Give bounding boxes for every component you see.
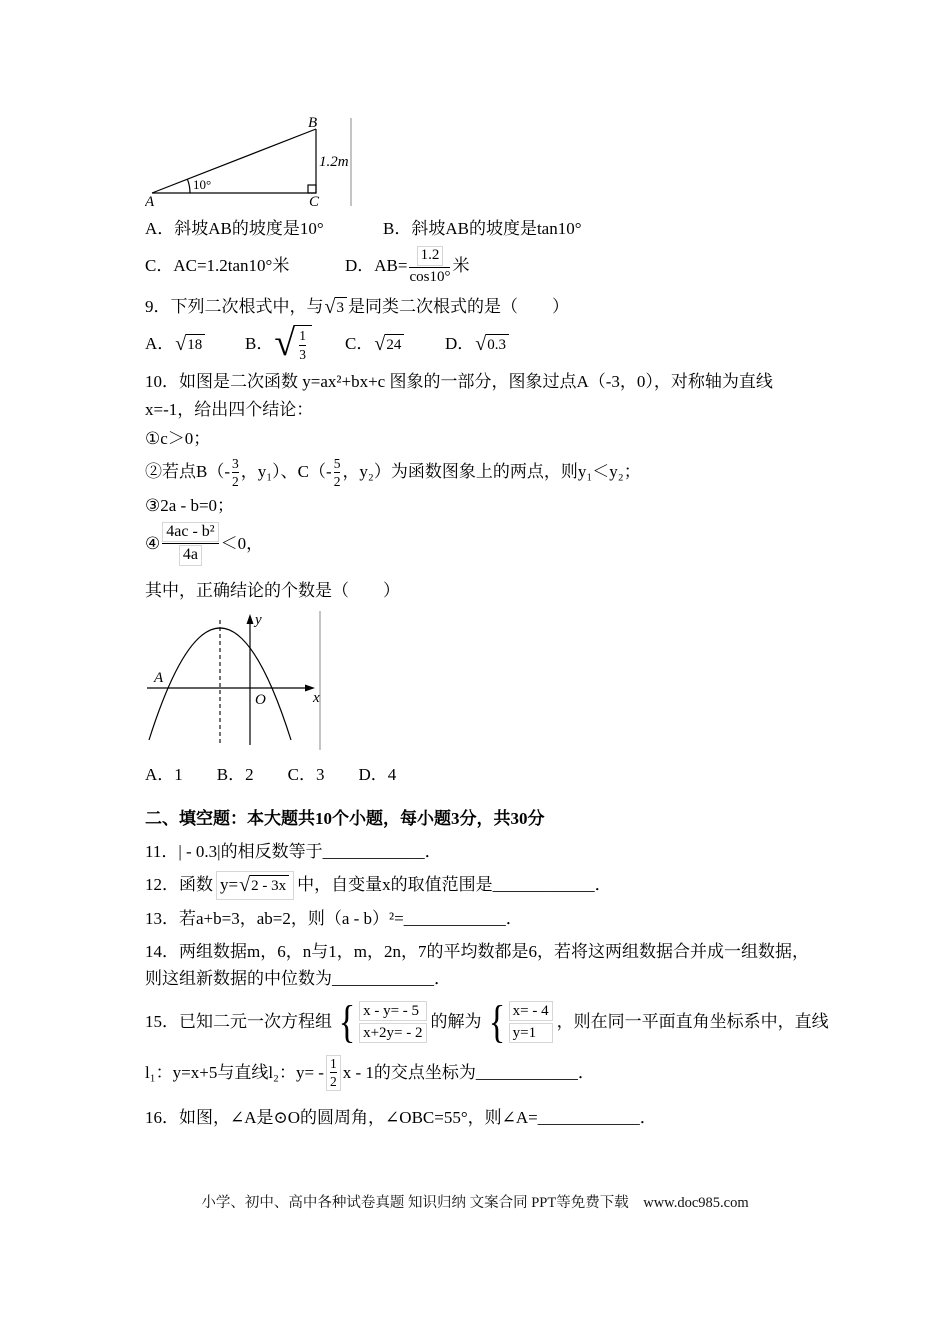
fraction-bar <box>232 472 239 473</box>
fraction-bar <box>330 1072 337 1073</box>
text-segment: 中，自变量x的取值范围是____________． <box>297 875 612 895</box>
radical-sign: √ <box>239 874 251 897</box>
vertex-b-label: B <box>308 116 318 131</box>
q10-question-line: 其中，正确结论的个数是（ ） <box>145 580 400 600</box>
side-length-label: 1.2m <box>319 154 349 170</box>
radicand: 3 <box>335 297 347 317</box>
radical <box>239 875 289 895</box>
q8-option-d-suffix: 米 <box>452 255 470 275</box>
q8-option-d <box>345 246 469 286</box>
point-a-label: A <box>154 670 164 687</box>
fraction <box>334 456 341 490</box>
fraction-denominator: 4a <box>179 545 202 565</box>
fraction-numerator: 5 <box>333 455 341 471</box>
text-segment: ④ <box>145 533 161 553</box>
text-segment: 15．已知二元一次方程组 <box>145 1011 332 1031</box>
option-label: A． <box>145 333 175 353</box>
q8-options-row-2 <box>145 246 821 286</box>
q8-option-a: A．斜坡AB的坡度是10° <box>145 219 324 238</box>
text-segment: ，y₁）、C（- <box>240 462 332 482</box>
equation: y=1 <box>509 1023 553 1043</box>
radicand: 2 - 3x <box>250 875 289 895</box>
text-segment: l₁：y=x+5与直线l₂：y= - <box>145 1062 324 1082</box>
q9-option-a <box>145 331 245 357</box>
equation: x= - 4 <box>509 1001 553 1021</box>
radical <box>374 334 404 354</box>
fraction-bar <box>334 472 341 473</box>
q10-options: A．1 B．2 C．3 D．4 <box>145 765 397 785</box>
text-segment: x - 1的交点坐标为____________． <box>342 1062 595 1082</box>
radicand <box>295 325 312 362</box>
q10-conclusion-4 <box>145 522 821 566</box>
fraction-denominator: cos10° <box>409 268 451 285</box>
q9-option-d <box>445 331 545 357</box>
origin-label: O <box>255 692 266 709</box>
fraction-bar <box>162 543 218 544</box>
y-axis-arrow <box>247 614 254 624</box>
equation-system <box>486 995 553 1047</box>
right-angle-mark <box>308 185 316 193</box>
system-equations <box>359 1001 426 1043</box>
q10-conclusion-1: ①c＞0； <box>145 429 211 449</box>
fraction-numerator: 1 <box>329 1055 337 1071</box>
fraction-denominator: 2 <box>329 1074 337 1090</box>
q10-conclusion-2 <box>145 456 821 490</box>
option-label: C． <box>345 333 374 353</box>
radical <box>475 334 509 354</box>
fraction <box>299 328 306 362</box>
text-segment: ，y₂）为函数图象上的两点，则y₁＜y₂； <box>342 462 641 482</box>
vertex-c-label: C <box>309 194 320 208</box>
q14: 14．两组数据m，6，n与1，m，2n，7的平均数都是6，若将这两组数据合并成一组数据，则这组新数据的中位数为____________． <box>145 941 809 989</box>
q9-option-b <box>245 322 345 365</box>
equation: x - y= - 5 <box>359 1001 426 1021</box>
document-body <box>145 116 829 1131</box>
text-segment: 的解为 <box>430 1011 482 1031</box>
radical <box>175 334 205 354</box>
q10-stem: 10．如图是二次函数 y=ax²+bx+c 图象的一部分，图象过点A（-3，0），对称轴为直线x=-1，给出四个结论： <box>145 372 773 419</box>
q15-line-2 <box>145 1055 821 1091</box>
q9-options-row <box>145 322 821 365</box>
equation-field <box>216 871 294 899</box>
fraction-bar <box>299 345 306 346</box>
fraction <box>326 1055 341 1091</box>
formula-lhs: y= <box>220 875 239 895</box>
fraction-numerator: 4ac - b² <box>162 522 218 542</box>
fraction <box>409 246 450 286</box>
radical-sign: √ <box>175 332 187 355</box>
q8-options-row-1 <box>145 216 821 242</box>
q13: 13．若a+b=3，ab=2，则（a - b）²=____________． <box>145 908 523 928</box>
q8-option-b: B．斜坡AB的坡度是tan10° <box>383 219 582 238</box>
q9-stem <box>145 294 821 320</box>
q16: 16．如图，∠A是⊙O的圆周角，∠OBC=55°，则∠A=____________． <box>145 1107 657 1127</box>
vertex-a-label: A <box>145 194 155 208</box>
text-segment: ＜0， <box>220 533 264 553</box>
radical-sign: √ <box>475 332 487 355</box>
section-2-title: 二、填空题：本大题共10个小题，每小题3分，共30分 <box>145 809 545 829</box>
q9-stem-suffix: 是同类二次根式的是（ ） <box>347 296 569 316</box>
radicand: 0.3 <box>486 334 509 354</box>
option-label: B． <box>245 333 274 353</box>
q9-option-c <box>345 331 445 357</box>
triangle-figure <box>145 116 357 208</box>
q15-line-1 <box>145 995 829 1047</box>
q12 <box>145 871 821 899</box>
radical <box>325 297 347 317</box>
q8-option-d-prefix: D．AB= <box>345 255 408 275</box>
radicand: 24 <box>385 334 404 354</box>
option-label: D． <box>445 333 475 353</box>
angle-arc <box>187 179 190 193</box>
brace-icon: { <box>488 995 505 1047</box>
text-segment: 12．函数 <box>145 875 213 895</box>
fraction-numerator: 3 <box>232 455 239 471</box>
fraction-denominator: 3 <box>299 346 306 362</box>
text-segment: ②若点B（- <box>145 462 230 482</box>
angle-label: 10° <box>193 177 212 192</box>
brace-icon: { <box>338 995 356 1047</box>
hypotenuse-ab <box>152 129 316 193</box>
x-axis-label: x <box>313 690 320 707</box>
radical-sign: √ <box>324 296 336 319</box>
q9-stem-prefix: 9．下列二次根式中，与 <box>145 296 324 316</box>
fraction-numerator: 1.2 <box>417 246 444 265</box>
fraction-denominator: 2 <box>232 474 239 490</box>
text-segment: ，则在同一平面直角坐标系中，直线 <box>556 1011 829 1031</box>
q11: 11．| - 0.3|的相反数等于____________． <box>145 841 442 861</box>
page-footer: 小学、初中、高中各种试卷真题 知识归纳 文案合同 PPT等免费下载 www.doc985.com <box>201 1195 749 1211</box>
fraction <box>232 456 239 490</box>
system-equations <box>509 1001 553 1043</box>
q8-option-c: C．AC=1.2tan10°米 <box>145 255 290 275</box>
radical <box>274 322 312 365</box>
radicand: 18 <box>186 334 205 354</box>
radical-sign: √ <box>374 332 386 355</box>
radical-sign: √ <box>274 322 296 365</box>
fraction-denominator: 2 <box>333 474 341 490</box>
equation-system <box>336 995 427 1047</box>
parabola-figure <box>145 610 323 752</box>
equation: x+2y= - 2 <box>359 1023 426 1043</box>
q10-conclusion-3: ③2a - b=0； <box>145 495 235 515</box>
fraction-numerator: 1 <box>299 328 306 344</box>
fraction <box>162 522 218 566</box>
fraction-bar <box>409 267 450 268</box>
y-axis-label: y <box>255 612 262 629</box>
